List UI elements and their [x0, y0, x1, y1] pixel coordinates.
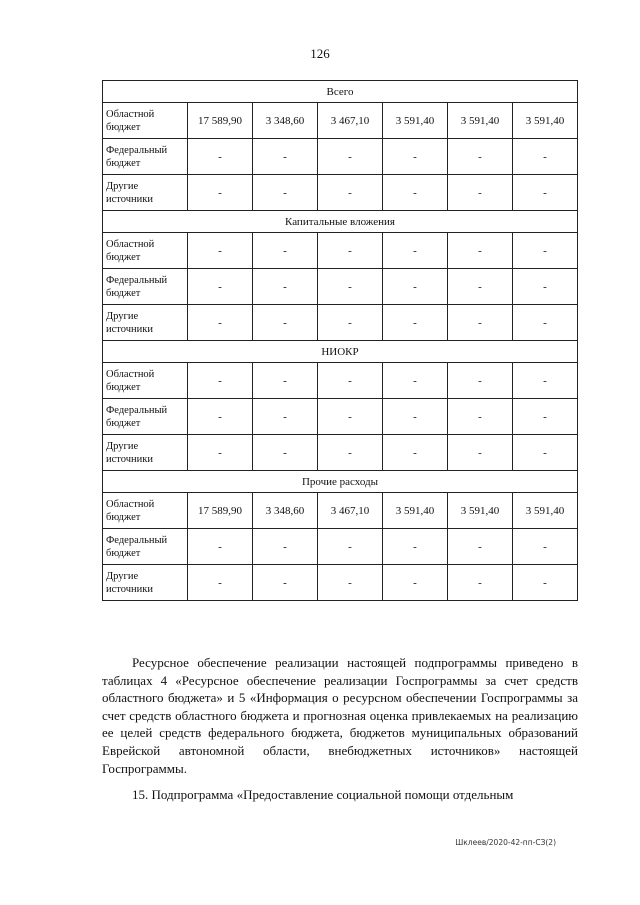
amount-cell: 3 591,40 — [383, 493, 448, 529]
amount-cell: - — [383, 529, 448, 565]
table-row — [103, 565, 578, 601]
amount-cell: - — [188, 529, 253, 565]
amount-cell: 3 348,60 — [253, 103, 318, 139]
amount-cell: - — [253, 529, 318, 565]
table-row — [103, 435, 578, 471]
funding-source-label: Областной бюджет — [103, 233, 188, 269]
amount-cell: - — [513, 435, 578, 471]
amount-cell: 17 589,90 — [188, 103, 253, 139]
funding-source-label: Федеральный бюджет — [103, 399, 188, 435]
funding-source-label: Федеральный бюджет — [103, 139, 188, 175]
amount-cell: - — [253, 269, 318, 305]
amount-cell: - — [253, 565, 318, 601]
resource-paragraph: Ресурсное обеспечение реализации настоящей подпрограммы приведено в таблицах 4 «Ресурсное обеспечение реализации Госпрограммы за счет средств областного бюджета» и 5 «Информация о ресурсном обеспечении Госпрограммы за счет средств областного бюджета и прогнозная оценка привлекаемых на реализацию ее целей средств федерального бюджета, бюджетов муниципальных образований Еврейской автономной области, внебюджетных источников» настоящей Госпрограммы. — [102, 655, 578, 776]
amount-cell: - — [513, 233, 578, 269]
document-code: Шклеев/2020-42-пп-СЗ(2) — [455, 838, 556, 847]
amount-cell: - — [383, 435, 448, 471]
amount-cell: - — [188, 363, 253, 399]
amount-cell: - — [383, 565, 448, 601]
amount-cell: - — [448, 305, 513, 341]
table-row — [103, 305, 578, 341]
section-title: Прочие расходы — [103, 471, 578, 493]
amount-cell: - — [448, 233, 513, 269]
amount-cell: - — [448, 565, 513, 601]
amount-cell: - — [383, 139, 448, 175]
amount-cell: - — [448, 529, 513, 565]
table-row — [103, 363, 578, 399]
section-header-row — [103, 81, 578, 103]
amount-cell: - — [318, 565, 383, 601]
amount-cell: - — [513, 399, 578, 435]
amount-cell: 3 348,60 — [253, 493, 318, 529]
amount-cell: - — [188, 269, 253, 305]
funding-source-label: Другие источники — [103, 565, 188, 601]
section-title: Капитальные вложения — [103, 211, 578, 233]
funding-source-label: Другие источники — [103, 305, 188, 341]
table-row — [103, 175, 578, 211]
amount-cell: - — [318, 233, 383, 269]
amount-cell: 3 591,40 — [448, 103, 513, 139]
amount-cell: - — [188, 565, 253, 601]
amount-cell: - — [188, 175, 253, 211]
amount-cell: - — [513, 363, 578, 399]
table-row — [103, 399, 578, 435]
amount-cell: - — [188, 233, 253, 269]
table-row — [103, 493, 578, 529]
amount-cell: - — [318, 435, 383, 471]
amount-cell: - — [253, 139, 318, 175]
section-header-row — [103, 341, 578, 363]
amount-cell: - — [513, 529, 578, 565]
amount-cell: - — [188, 435, 253, 471]
amount-cell: - — [513, 565, 578, 601]
amount-cell: 3 467,10 — [318, 493, 383, 529]
amount-cell: - — [383, 233, 448, 269]
amount-cell: - — [318, 529, 383, 565]
funding-source-label: Другие источники — [103, 435, 188, 471]
amount-cell: 3 467,10 — [318, 103, 383, 139]
section-header-row — [103, 471, 578, 493]
section-title: НИОКР — [103, 341, 578, 363]
amount-cell: - — [383, 399, 448, 435]
amount-cell: - — [188, 305, 253, 341]
amount-cell: - — [448, 435, 513, 471]
amount-cell: - — [513, 269, 578, 305]
subprogram-heading: 15. Подпрограмма «Предоставление социальной помощи отдельным — [132, 787, 514, 802]
amount-cell: - — [383, 363, 448, 399]
section-title: Всего — [103, 81, 578, 103]
amount-cell: - — [188, 399, 253, 435]
funding-source-label: Областной бюджет — [103, 493, 188, 529]
amount-cell: - — [318, 305, 383, 341]
amount-cell: - — [253, 399, 318, 435]
amount-cell: - — [513, 175, 578, 211]
funding-source-label: Другие источники — [103, 175, 188, 211]
table-row — [103, 269, 578, 305]
amount-cell: - — [253, 175, 318, 211]
funding-source-label: Областной бюджет — [103, 363, 188, 399]
section-header-row — [103, 211, 578, 233]
amount-cell: 3 591,40 — [383, 103, 448, 139]
amount-cell: - — [383, 269, 448, 305]
amount-cell: - — [253, 233, 318, 269]
amount-cell: - — [253, 305, 318, 341]
amount-cell: 3 591,40 — [513, 103, 578, 139]
amount-cell: - — [253, 363, 318, 399]
amount-cell: - — [253, 435, 318, 471]
amount-cell: - — [448, 269, 513, 305]
financing-table — [102, 80, 578, 601]
amount-cell: - — [448, 363, 513, 399]
table-row — [103, 233, 578, 269]
amount-cell: - — [383, 305, 448, 341]
amount-cell: - — [318, 363, 383, 399]
page-number: 126 — [310, 46, 330, 61]
amount-cell: - — [318, 139, 383, 175]
amount-cell: - — [318, 269, 383, 305]
amount-cell: - — [448, 175, 513, 211]
amount-cell: 3 591,40 — [513, 493, 578, 529]
funding-source-label: Федеральный бюджет — [103, 269, 188, 305]
funding-source-label: Областной бюджет — [103, 103, 188, 139]
funding-source-label: Федеральный бюджет — [103, 529, 188, 565]
amount-cell: - — [448, 399, 513, 435]
table-row — [103, 529, 578, 565]
amount-cell: - — [513, 139, 578, 175]
amount-cell: 3 591,40 — [448, 493, 513, 529]
table-row — [103, 103, 578, 139]
amount-cell: - — [318, 175, 383, 211]
table-row — [103, 139, 578, 175]
amount-cell: - — [513, 305, 578, 341]
amount-cell: - — [448, 139, 513, 175]
amount-cell: 17 589,90 — [188, 493, 253, 529]
amount-cell: - — [318, 399, 383, 435]
amount-cell: - — [188, 139, 253, 175]
amount-cell: - — [383, 175, 448, 211]
